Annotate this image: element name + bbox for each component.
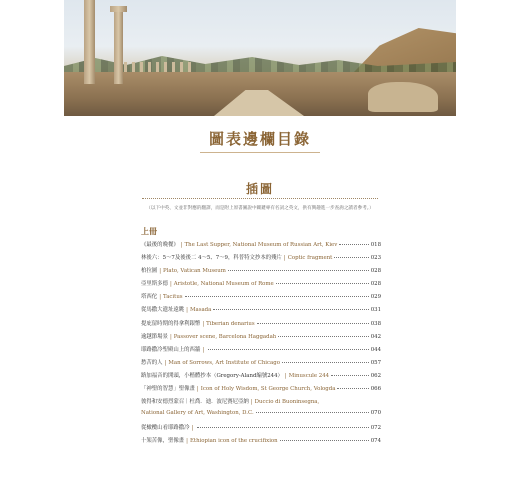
entry-page-number: 074 xyxy=(370,438,381,445)
leader-dots xyxy=(276,283,369,284)
entry-page-number: 066 xyxy=(370,386,381,393)
leader-dots xyxy=(197,427,368,428)
toc-entry[interactable] xyxy=(141,384,381,397)
entry-title-zh: 提庇留時期的得拿利銀幣 xyxy=(141,320,201,327)
entry-title-en: Tiberian denarius xyxy=(206,320,255,327)
entry-title-zh: 從橄欖山看耶路撒冷 xyxy=(141,425,190,432)
entry-page-number: 044 xyxy=(370,346,381,353)
entry-separator: | xyxy=(169,333,172,340)
entry-title-en: Minuscule 244 xyxy=(288,372,330,379)
leader-dots xyxy=(280,440,369,441)
entry-page-number: 057 xyxy=(370,359,381,366)
entry-title-en: Passover scene, Barcelona Haggadah xyxy=(173,333,277,340)
entry-title-en: Plato, Vatican Museum xyxy=(163,268,226,275)
entry-title-en: National Gallery of Art, Washington, D.C. xyxy=(141,410,254,417)
toc-entry[interactable] xyxy=(141,345,381,358)
entry-page-number: 070 xyxy=(370,410,381,417)
entry-title-zh: 亞里斯多德 xyxy=(141,281,168,288)
toc-entry[interactable] xyxy=(141,397,381,410)
entry-title-zh: 塔西佗 xyxy=(141,294,158,301)
leader-dots xyxy=(334,257,368,258)
toc-entry[interactable] xyxy=(141,410,381,423)
entry-page-number: 031 xyxy=(370,307,381,314)
entry-page-number: 028 xyxy=(370,281,381,288)
entry-title-zh: 耶路撒冷聖殿山上的西牆 xyxy=(141,346,201,353)
photo-column xyxy=(114,10,123,84)
section-note: （以下中英、文並非對應的翻譯，而是附上原書圖說中關鍵專有名詞之英文，供有興趣進一步查詢之讀者參考。） xyxy=(146,206,374,211)
photo-column xyxy=(84,0,95,84)
leader-dots xyxy=(339,244,368,245)
entry-title-zh: 逾越節場景 xyxy=(141,333,168,340)
header-photo xyxy=(64,0,456,116)
entry-title-zh: 從馬撒大遺址遠眺 xyxy=(141,307,185,314)
entry-separator: | xyxy=(159,268,162,275)
entry-separator: | xyxy=(191,425,194,432)
entry-separator: | xyxy=(202,320,205,327)
toc-entry[interactable] xyxy=(141,371,381,384)
toc-entry[interactable] xyxy=(141,292,381,305)
volume-label: 上冊 xyxy=(141,226,157,236)
entry-separator: | xyxy=(186,307,188,314)
leader-dots xyxy=(337,388,368,389)
entry-title-zh: 林後六：5～7及後後二 4～5、7～9，科普特文抄本的殘片 xyxy=(141,255,282,262)
entry-title-en: Coptic fragment xyxy=(287,255,333,262)
entry-separator: | xyxy=(164,359,167,366)
entry-separator: | xyxy=(180,242,183,248)
leader-dots xyxy=(331,375,369,376)
title-divider xyxy=(200,152,320,153)
toc-entry[interactable] xyxy=(141,332,381,345)
leader-dots xyxy=(278,336,368,337)
toc-entry[interactable] xyxy=(141,253,381,266)
leader-dots xyxy=(282,362,369,363)
toc-entry[interactable] xyxy=(141,279,381,292)
leader-dots xyxy=(185,296,369,297)
entry-title-en: Masada xyxy=(189,307,212,314)
photo-column-capital xyxy=(110,6,127,12)
entry-title-en: Aristotle, National Museum of Rome xyxy=(173,281,274,288)
entry-separator: | xyxy=(186,438,188,445)
section-divider xyxy=(142,198,378,199)
photo-rock xyxy=(368,82,438,112)
entry-page-number: 028 xyxy=(370,268,381,275)
leader-dots xyxy=(213,309,368,310)
entry-title-en: Icon of Holy Wisdom, St George Church, Vologda xyxy=(200,386,336,393)
entry-page-number: 029 xyxy=(370,294,381,301)
leader-dots xyxy=(257,323,369,324)
entry-separator: | xyxy=(202,346,205,353)
toc-entry[interactable] xyxy=(141,358,381,371)
toc-entry[interactable] xyxy=(141,305,381,318)
leader-dots xyxy=(208,349,369,350)
entry-separator: | xyxy=(283,255,286,262)
entry-page-number: 072 xyxy=(370,425,381,432)
entry-separator: | xyxy=(159,294,162,301)
entry-separator: | xyxy=(284,372,287,379)
entry-title-en: Tacitus xyxy=(163,294,183,301)
toc-list xyxy=(141,240,381,450)
entry-title-zh: 柏拉圖 xyxy=(141,268,158,275)
leader-dots xyxy=(228,270,369,271)
entry-title-en: The Last Supper, National Museum of Russian Art, Kiev xyxy=(184,242,338,248)
entry-title-zh: 路加福音的開頭，小楷體抄本（Gregory-Aland編號244） xyxy=(141,372,283,379)
entry-separator: | xyxy=(250,399,253,406)
entry-title-zh: 「神聖的智慧」聖像畫 xyxy=(141,386,195,393)
entry-page-number: 062 xyxy=(370,372,381,379)
page-title: 圖表邊欄目錄 xyxy=(208,130,311,148)
entry-title-zh: 十架苦像，聖像畫 xyxy=(141,438,185,445)
entry-separator: | xyxy=(169,281,172,288)
entry-separator: | xyxy=(196,386,199,393)
entry-page-number: 018 xyxy=(370,242,381,248)
entry-title-zh: 愁苦的人 xyxy=(141,359,163,366)
section-title: 插圖 xyxy=(245,182,274,196)
entry-title-zh: 《最後的晚餐》 xyxy=(141,242,179,248)
entry-title-en: Duccio di Buoninsegna, xyxy=(254,399,320,406)
entry-page-number: 038 xyxy=(370,320,381,327)
leader-dots xyxy=(256,412,369,413)
toc-entry[interactable] xyxy=(141,423,381,436)
toc-entry[interactable] xyxy=(141,436,381,449)
entry-title-zh: 彼得和安德烈蒙召｜杜喬．迪．波尼賽尼亞納 xyxy=(141,399,249,406)
entry-page-number: 023 xyxy=(370,255,381,262)
toc-entry[interactable] xyxy=(141,319,381,332)
toc-entry[interactable] xyxy=(141,240,381,253)
entry-page-number: 042 xyxy=(370,333,381,340)
toc-entry[interactable] xyxy=(141,266,381,279)
entry-title-en: Man of Sorrows, Art Institute of Chicago xyxy=(168,359,280,366)
entry-title-en: Ethiopian icon of the crucifixion xyxy=(189,438,278,445)
